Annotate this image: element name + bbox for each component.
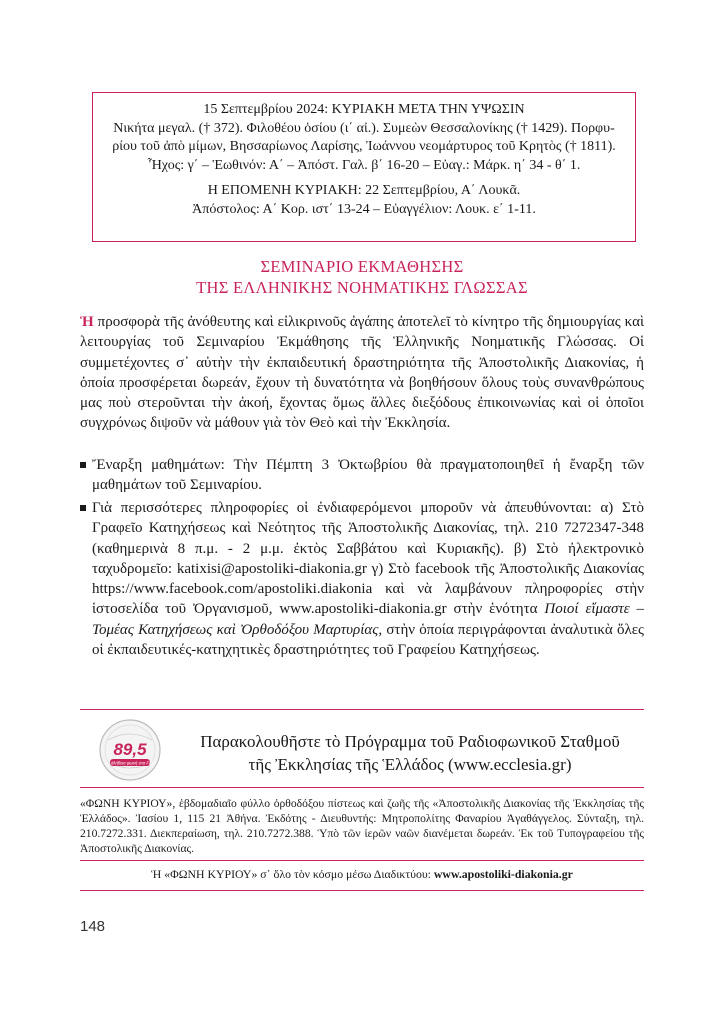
calendar-readings-line: Ἦχος: γ΄ – Ἑωθινόν: Α΄ – Ἀπόστ. Γαλ. β΄ 16-20 – Εὐαγ.: Μάρκ. η΄ 34 - θ΄ 1. xyxy=(147,157,581,173)
calendar-date-line: 15 Σεπτεμβρίου 2024: ΚΥΡΙΑΚΗ ΜΕΤΑ ΤΗΝ ΥΨΩΣΙΝ xyxy=(203,102,525,117)
divider-footer-top xyxy=(80,860,644,861)
radio-logo-icon xyxy=(98,718,162,782)
publication-info: «ΦΩΝΗ ΚΥΡΙΟΥ», ἑβδομαδιαῖο φύλλο ὀρθοδόξου πίστεως καὶ ζωῆς τῆς «Ἀποστολικῆς Διακονίας τῆς Ἐκκλησίας τῆς Ἑλλάδος». Ἰασίου 1, 115 21 Ἀθήνα. Ἐκδότης - Διευθυντής: Μητροπολίτης Φαναρίου Ἀγαθάγγελος. Σύνταξη, τηλ. 210.7272.331. Διεκπεραίωση, τηλ. 210.7272.388. Ὑπὸ τῶν ἱερῶν ναῶν διανέμεται δωρεάν. Ἐκ τοῦ Τυπογραφείου τῆς Ἀποστολικῆς Διακονίας. xyxy=(80,797,644,855)
article-title xyxy=(80,256,644,298)
intro-paragraph xyxy=(80,312,644,434)
next-sunday-readings-line: Ἀπόστολος: Α΄ Κορ. ιστ΄ 13-24 – Εὐαγγέλιον: Λουκ. ε΄ 1-11. xyxy=(192,201,536,217)
article-title-line-2: ΤΗΣ ΕΛΛΗΝΙΚΗΣ ΝΟΗΜΑΤΙΚΗΣ ΓΛΩΣΣΑΣ xyxy=(196,278,528,297)
radio-banner-text xyxy=(180,730,640,776)
divider-middle xyxy=(80,787,644,788)
calendar-saints-line-1: Νικήτα μεγαλ. († 372). Φιλοθέου ὁσίου (ι΄ αἰ.). Συμεὼν Θεσσαλονίκης († 1429). Πορφυ- xyxy=(113,120,615,136)
web-notice-text: Ἡ «ΦΩΝΗ ΚΥΡΙΟΥ» σ᾽ ὅλο τὸν κόσμο μέσω Διαδικτύου: xyxy=(151,867,434,881)
web-notice-url[interactable]: www.apostoliki-diakonia.gr xyxy=(433,867,573,881)
bullet-text-info xyxy=(92,498,644,660)
divider-footer-bottom xyxy=(80,890,644,891)
article-title-line-1: ΣΕΜΙΝΑΡΙΟ ΕΚΜΑΘΗΣΗΣ xyxy=(260,257,464,276)
bullet-info-italic: Ποιοί εἴμαστε – Τομέας Κατηχήσεως καὶ Ὀρθοδόξου Μαρτυρίας, xyxy=(92,601,645,638)
radio-logo-number: 89,5 xyxy=(113,740,147,759)
calendar-saints-line-2: ρίου τοῦ ἀπὸ μίμων, Βησσαρίωνος Λαρίσης, Ἰωάννου νεομάρτυρος τοῦ Κρητὸς († 1811). xyxy=(112,139,616,154)
calendar-box xyxy=(92,92,636,242)
radio-logo-text: ἡ ἀλήθεια φωνή στα FM xyxy=(107,760,153,766)
bullet-info-part-2: στὴν ὁποία περιγράφονται ἀναλυτικὰ ὅλες οἱ ἐκπαιδευτικές-κατηχητικὲς δραστηριότητες τοῦ Γραφείου Κατηχήσεως. xyxy=(92,621,644,659)
web-notice xyxy=(80,866,644,882)
bullet-item-start xyxy=(80,455,644,496)
radio-banner-line-1: Παρακολουθῆστε τὸ Πρόγραμμα τοῦ Ραδιοφωνικοῦ Σταθμοῦ xyxy=(200,732,620,751)
drop-cap: Ἡ xyxy=(80,314,94,330)
bullet-text-start: Ἔναρξη μαθημάτων: Τὴν Πέμπτη 3 Ὀκτωβρίου θὰ πραγματοποιηθεῖ ἡ ἔναρξη τῶν μαθημάτων τοῦ Σεμιναρίου. xyxy=(92,457,644,494)
bullet-square-icon xyxy=(80,462,86,468)
next-sunday-line: Η ΕΠΟΜΕΝΗ ΚΥΡΙΑΚΗ: 22 Σεπτεμβρίου, Α΄ Λουκᾶ. xyxy=(207,183,521,198)
page-number: 148 xyxy=(80,918,106,935)
bullet-square-icon xyxy=(80,505,86,511)
intro-paragraph-text: προσφορὰ τῆς ἀνόθευτης καὶ εἰλικρινοῦς ἀγάπης ἀποτελεῖ τὸ κίνητρο τῆς δημιουργίας καὶ λειτουργίας τοῦ Σεμιναρίου Ἐκμάθησης τῆς Ἑλληνικῆς Νοηματικῆς Γλώσσας. Οἱ συμμετέχοντες σ᾽ αὐτὴν τὴν ἐκπαιδευτική δραστηριότητα τῆς Ἀποστολικῆς Διακονίας, ἡ ὁποία προσφέρεται δωρεάν, ἔχουν τὴ δυνατότητα νὰ βοηθήσουν ὅλους τοὺς συνανθρώπους μας ποὺ στεροῦνται τὴν ἀκοή, ἔχοντας ὅμως ἄλλες διεξόδους ἐπικοινωνίας καὶ οἱ ὁποῖοι συγχρόνως διψοῦν νὰ μάθουν γιὰ τὸν Θεὸ καὶ τὴν Ἐκκλησία. xyxy=(80,314,644,432)
bullet-info-part-1: Γιὰ περισσότερες πληροφορίες οἱ ἐνδιαφερόμενοι μποροῦν νὰ ἀπευθύνονται: α) Στὸ Γραφεῖο Κατηχήσεως καὶ Νεότητος τῆς Ἀποστολικῆς Διακονίας, τηλ. 210 7272347-348 (καθημερινὰ 8 π.μ. - 2 μ.μ. ἐκτὸς Σαββάτου καὶ Κυριακῆς). β) Στὸ ἠλεκτρονικὸ ταχυδρομεῖο: katixisi@apostoliki-diakonia.gr γ) Στὸ facebook τῆς Ἀποστολικῆς Διακονίας https://www.facebook.com/apostoliki.diakonia καὶ νὰ λαμβάνουν πληροφορίες στὴν ἱστοσελίδα τοῦ Ὀργανισμοῦ, www.apostoliki-diakonia.gr στὴν ἑνότητα xyxy=(92,500,644,618)
bullet-item-info xyxy=(80,498,644,660)
divider-top xyxy=(80,709,644,710)
radio-banner-line-2: τῆς Ἐκκλησίας τῆς Ἑλλάδος (www.ecclesia.gr) xyxy=(248,755,572,774)
